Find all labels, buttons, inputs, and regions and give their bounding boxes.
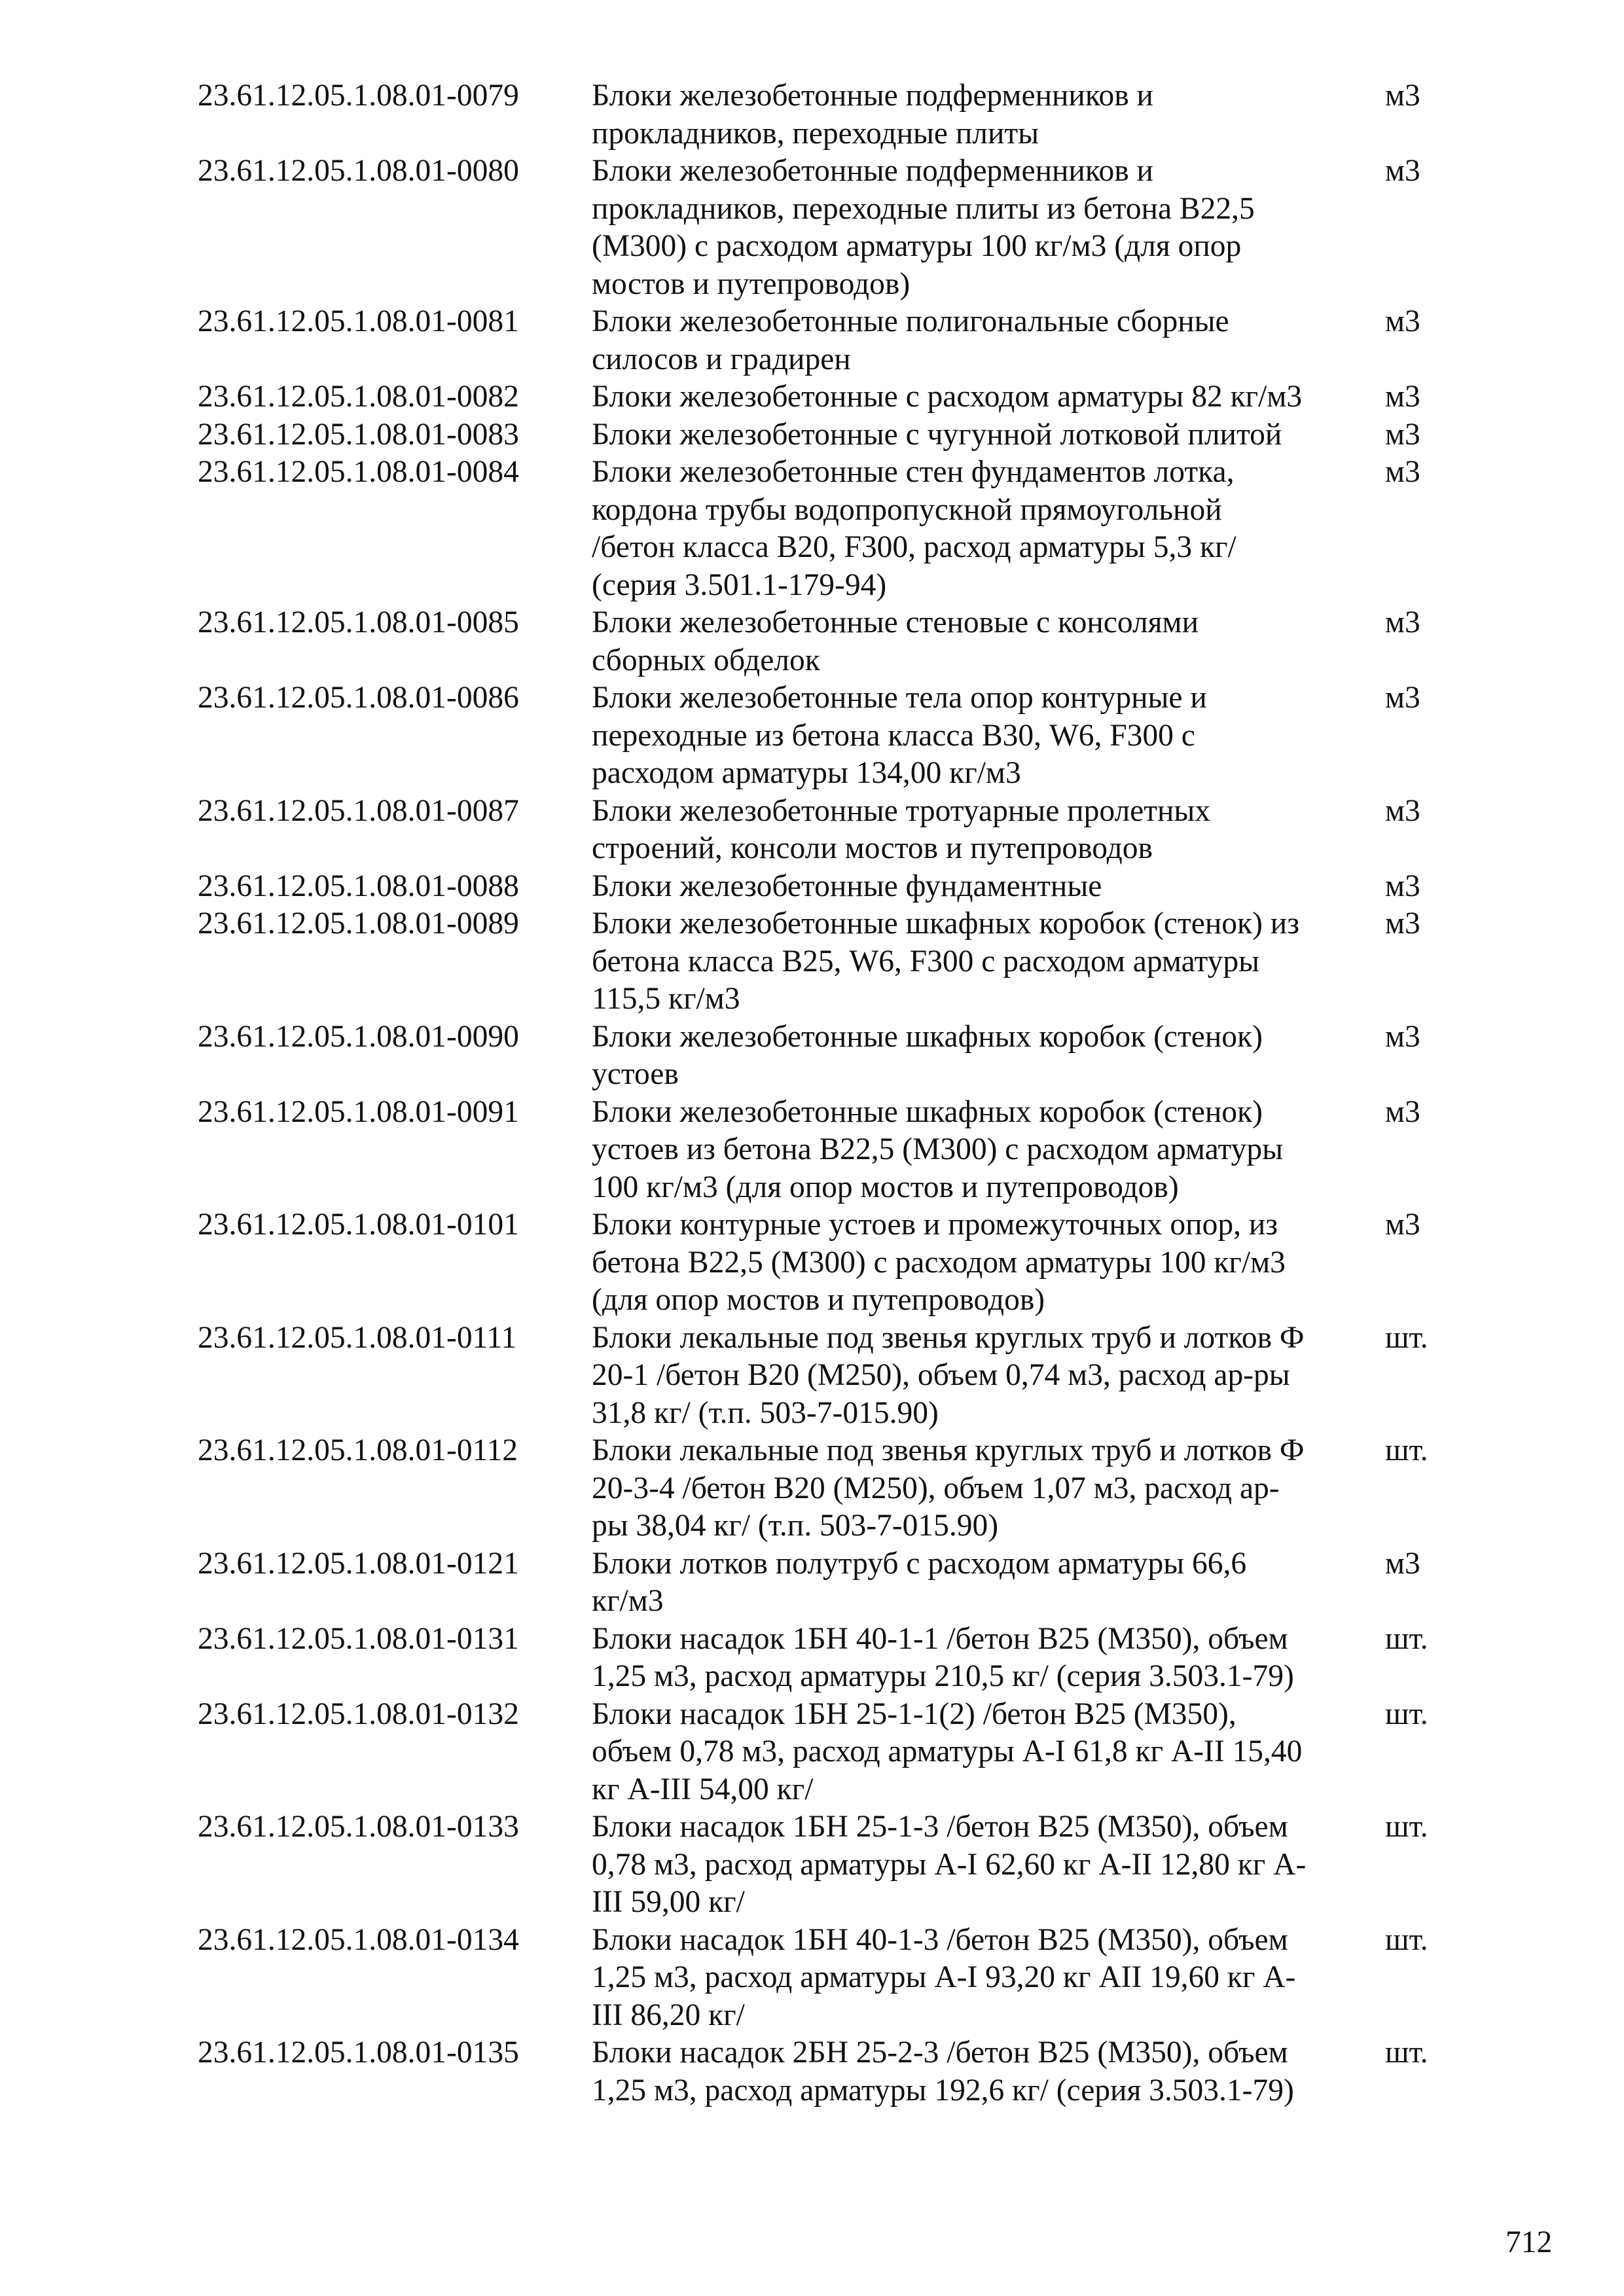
item-unit: м3 <box>1385 1546 1420 1581</box>
item-unit: шт. <box>1385 1433 1428 1467</box>
item-code: 23.61.12.05.1.08.01-0090 <box>198 1019 519 1054</box>
page-number: 712 <box>1506 2225 1553 2259</box>
item-code: 23.61.12.05.1.08.01-0111 <box>198 1320 517 1355</box>
item-description: Блоки насадок 1БН 25-1-1(2) /бетон В25 (М350), объем 0,78 м3, расход арматуры А-I 61,8 кг А-II 15,40 кг А-III 54,00 кг/ <box>592 1696 1303 1806</box>
item-description: Блоки железобетонные стеновые с консолями сборных обделок <box>592 605 1199 677</box>
item-unit: м3 <box>1385 1019 1420 1054</box>
item-code: 23.61.12.05.1.08.01-0091 <box>198 1094 519 1129</box>
catalog-row <box>198 1696 1441 1809</box>
item-description: Блоки железобетонные стен фундаментов лотка, кордона трубы водопропускной прямоугольной /бетон класса В20, F300, расход арматуры 5,3 кг/ (серия 3.501.1-179-94) <box>592 455 1236 602</box>
item-description: Блоки лекальные под звенья круглых труб и лотков Ф 20-3-4 /бетон В20 (М250), объем 1,07 м3, расход ар- ры 38,04 кг/ (т.п. 503-7-015.90) <box>592 1433 1305 1543</box>
item-code: 23.61.12.05.1.08.01-0079 <box>198 79 519 113</box>
item-description: Блоки насадок 1БН 25-1-3 /бетон В25 (М350), объем 0,78 м3, расход арматуры А-I 62,60 кг А-II 12,80 кг А- III 59,00 кг/ <box>592 1810 1307 1919</box>
item-unit: шт. <box>1385 1320 1428 1355</box>
item-unit: м3 <box>1385 906 1420 941</box>
catalog-row <box>198 1621 1441 1696</box>
catalog-row <box>198 2034 1441 2109</box>
item-unit: м3 <box>1385 380 1420 414</box>
catalog-row <box>198 679 1441 793</box>
item-unit: шт. <box>1385 1922 1428 1957</box>
item-description: Блоки железобетонные с чугунной лотковой плитой <box>592 417 1282 452</box>
item-description: Блоки железобетонные тела опор контурные и переходные из бетона класса В30, W6, F300 с расходом арматуры 134,00 кг/м3 <box>592 681 1207 790</box>
catalog-row <box>198 303 1441 378</box>
item-unit: шт. <box>1385 1810 1428 1844</box>
item-unit: м3 <box>1385 154 1420 188</box>
catalog-row <box>198 378 1441 416</box>
item-code: 23.61.12.05.1.08.01-0087 <box>198 793 519 828</box>
item-description: Блоки железобетонные шкафных коробок (стенок) из бетона класса В25, W6, F300 с расходом арматуры 115,5 кг/м3 <box>592 906 1299 1016</box>
item-code: 23.61.12.05.1.08.01-0131 <box>198 1621 519 1656</box>
catalog-row <box>198 1808 1441 1922</box>
item-description: Блоки железобетонные подферменников и прокладников, переходные плиты <box>592 79 1153 151</box>
catalog-row <box>198 868 1441 906</box>
catalog-table <box>198 77 1441 2109</box>
item-code: 23.61.12.05.1.08.01-0082 <box>198 380 519 414</box>
catalog-row <box>198 1545 1441 1621</box>
item-code: 23.61.12.05.1.08.01-0089 <box>198 906 519 941</box>
item-unit: м3 <box>1385 1094 1420 1129</box>
item-unit: м3 <box>1385 1208 1420 1242</box>
catalog-row <box>198 1432 1441 1545</box>
item-code: 23.61.12.05.1.08.01-0083 <box>198 417 519 452</box>
item-unit: шт. <box>1385 1696 1428 1731</box>
item-description: Блоки насадок 2БН 25-2-3 /бетон В25 (М350), объем 1,25 м3, расход арматуры 192,6 кг/ (серия 3.503.1-79) <box>592 2036 1294 2108</box>
item-description: Блоки железобетонные тротуарные пролетных строений, консоли мостов и путепроводов <box>592 793 1211 865</box>
item-description: Блоки насадок 1БН 40-1-3 /бетон В25 (М350), объем 1,25 м3, расход арматуры А-I 93,20 кг АII 19,60 кг А- III 86,20 кг/ <box>592 1922 1296 2032</box>
item-unit: шт. <box>1385 2036 1428 2070</box>
item-unit: м3 <box>1385 869 1420 903</box>
item-description: Блоки железобетонные шкафных коробок (стенок) устоев из бетона В22,5 (М300) с расходом арматуры 100 кг/м3 (для опор мостов и путепроводов) <box>592 1094 1284 1204</box>
item-code: 23.61.12.05.1.08.01-0134 <box>198 1922 519 1957</box>
catalog-row <box>198 152 1441 303</box>
catalog-row <box>198 416 1441 454</box>
item-code: 23.61.12.05.1.08.01-0135 <box>198 2036 519 2070</box>
catalog-row <box>198 604 1441 679</box>
item-unit: м3 <box>1385 793 1420 828</box>
item-code: 23.61.12.05.1.08.01-0101 <box>198 1208 519 1242</box>
item-description: Блоки контурные устоев и промежуточных опор, из бетона В22,5 (М300) с расходом арматуры 100 кг/м3 (для опор мостов и путепроводов) <box>592 1208 1286 1317</box>
item-code: 23.61.12.05.1.08.01-0121 <box>198 1546 519 1581</box>
item-description: Блоки железобетонные полигональные сборные силосов и градирен <box>592 304 1229 376</box>
item-description: Блоки железобетонные шкафных коробок (стенок) устоев <box>592 1019 1263 1091</box>
catalog-row <box>198 1319 1441 1433</box>
item-unit: м3 <box>1385 417 1420 452</box>
item-code: 23.61.12.05.1.08.01-0081 <box>198 304 519 338</box>
item-unit: м3 <box>1385 455 1420 489</box>
catalog-row <box>198 1206 1441 1319</box>
item-code: 23.61.12.05.1.08.01-0080 <box>198 154 519 188</box>
item-code: 23.61.12.05.1.08.01-0085 <box>198 605 519 639</box>
catalog-row <box>198 1094 1441 1207</box>
item-description: Блоки железобетонные подферменников и прокладников, переходные плиты из бетона В22,5 (М300) с расходом арматуры 100 кг/м3 (для опор мостов и путепроводов) <box>592 154 1255 301</box>
item-code: 23.61.12.05.1.08.01-0112 <box>198 1433 518 1467</box>
catalog-row <box>198 905 1441 1018</box>
item-unit: м3 <box>1385 605 1420 639</box>
catalog-row <box>198 77 1441 152</box>
item-unit: м3 <box>1385 79 1420 113</box>
item-code: 23.61.12.05.1.08.01-0132 <box>198 1696 519 1731</box>
item-description: Блоки лотков полутруб с расходом арматуры 66,6 кг/м3 <box>592 1546 1247 1618</box>
item-description: Блоки железобетонные фундаментные <box>592 869 1102 903</box>
catalog-row <box>198 1922 1441 2035</box>
item-code: 23.61.12.05.1.08.01-0088 <box>198 869 519 903</box>
item-code: 23.61.12.05.1.08.01-0133 <box>198 1810 519 1844</box>
item-description: Блоки железобетонные с расходом арматуры 82 кг/м3 <box>592 380 1303 414</box>
item-unit: м3 <box>1385 304 1420 338</box>
item-description: Блоки лекальные под звенья круглых труб и лотков Ф 20-1 /бетон В20 (М250), объем 0,74 м3, расход ар-ры 31,8 кг/ (т.п. 503-7-015.90) <box>592 1320 1305 1430</box>
item-unit: м3 <box>1385 681 1420 715</box>
item-code: 23.61.12.05.1.08.01-0086 <box>198 681 519 715</box>
catalog-row <box>198 1018 1441 1094</box>
item-description: Блоки насадок 1БН 40-1-1 /бетон В25 (М350), объем 1,25 м3, расход арматуры 210,5 кг/ (серия 3.503.1-79) <box>592 1621 1294 1693</box>
catalog-row <box>198 454 1441 604</box>
catalog-row <box>198 793 1441 868</box>
item-unit: шт. <box>1385 1621 1428 1656</box>
item-code: 23.61.12.05.1.08.01-0084 <box>198 455 519 489</box>
